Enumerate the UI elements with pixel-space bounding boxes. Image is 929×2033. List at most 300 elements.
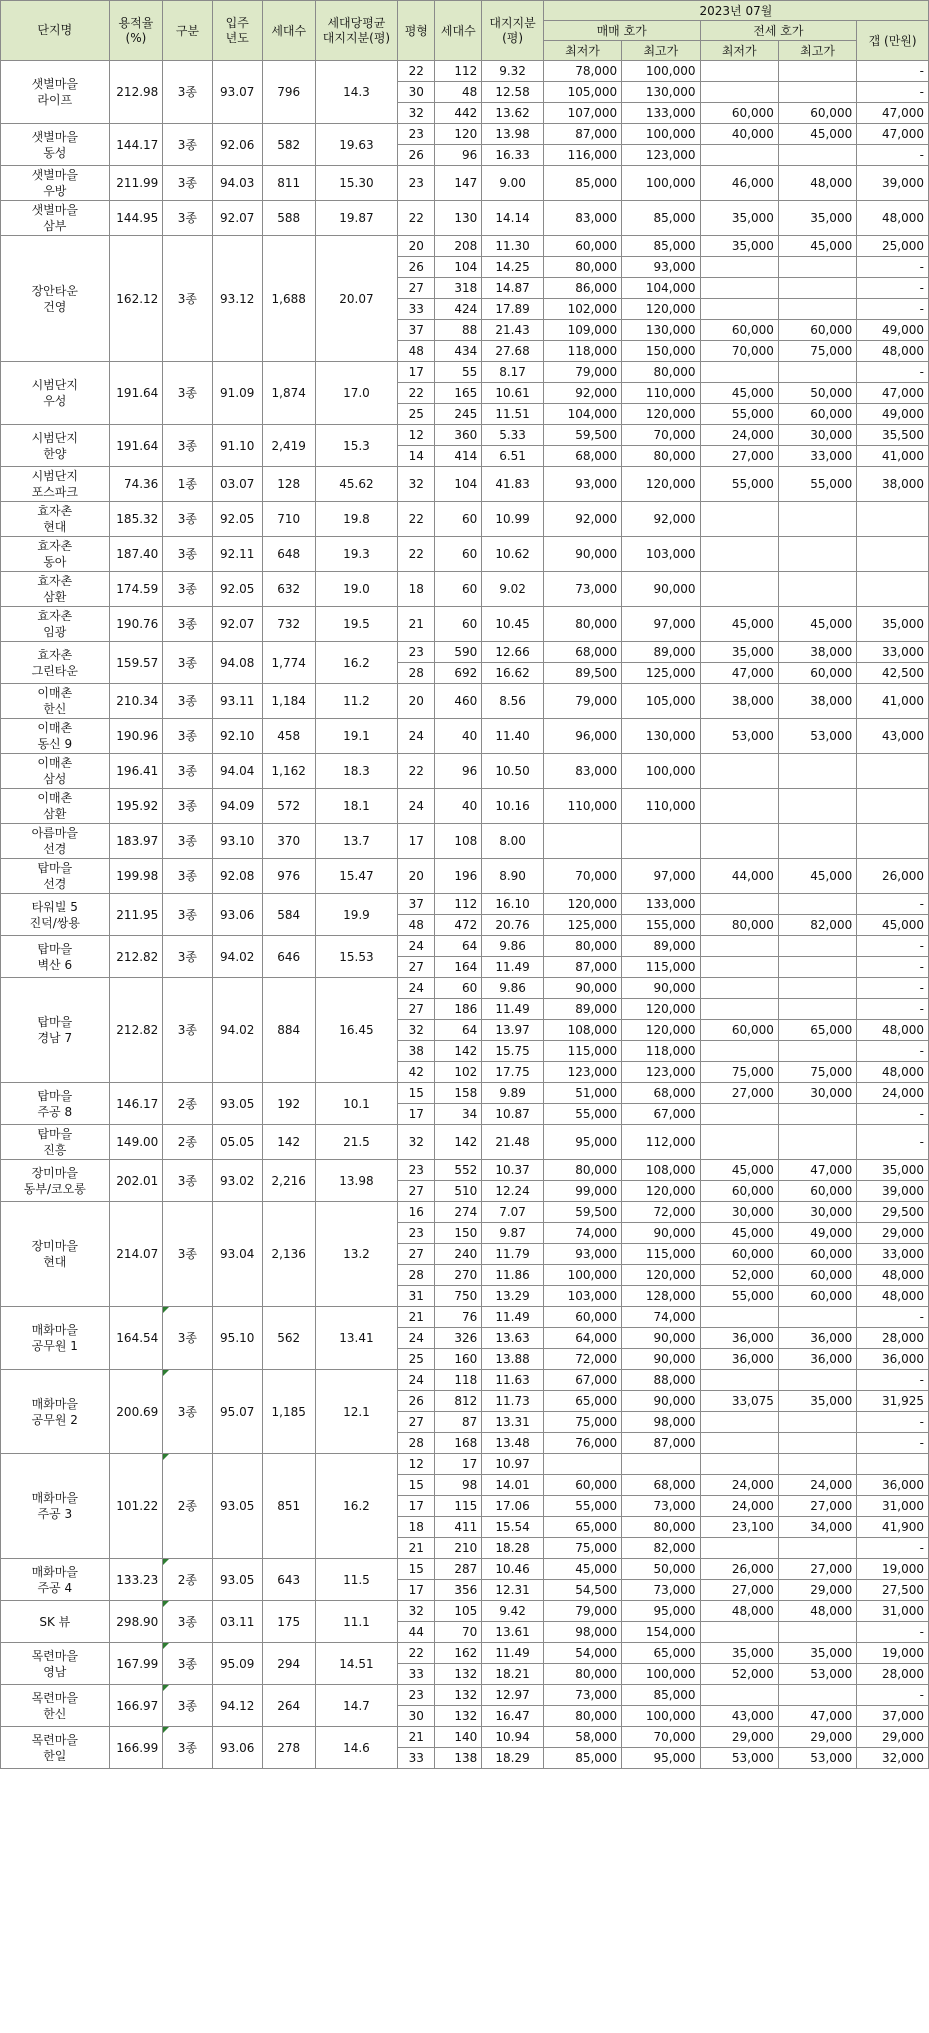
gap: 39,000	[857, 1181, 929, 1202]
table-row	[1, 1160, 929, 1181]
avg-land-share: 20.07	[315, 236, 398, 362]
sale-max: 98,000	[622, 1412, 700, 1433]
pyeong: 15	[398, 1083, 435, 1104]
avg-land-share: 16.2	[315, 642, 398, 684]
total-units: 278	[262, 1727, 315, 1769]
complex-name: 장미마을 동부/코오롱	[1, 1160, 110, 1202]
land-share: 12.31	[482, 1580, 544, 1601]
built-date: 93.07	[212, 61, 262, 124]
header-gap: 갭 (만원)	[857, 21, 929, 61]
total-units: 264	[262, 1685, 315, 1727]
jeonse-max: 35,000	[778, 201, 856, 236]
jeonse-max	[778, 1454, 856, 1475]
land-share: 17.06	[482, 1496, 544, 1517]
total-units: 710	[262, 502, 315, 537]
zone: 3종	[163, 1307, 212, 1370]
table-row	[1, 537, 929, 572]
sale-min: 120,000	[543, 894, 621, 915]
header-units: 세대수	[262, 1, 315, 61]
zone: 3종	[163, 719, 212, 754]
jeonse-max	[778, 1412, 856, 1433]
jeonse-min	[700, 1307, 778, 1328]
land-share: 17.89	[482, 299, 544, 320]
built-date: 94.08	[212, 642, 262, 684]
jeonse-max: 60,000	[778, 1181, 856, 1202]
sale-min: 73,000	[543, 1685, 621, 1706]
jeonse-max: 60,000	[778, 1244, 856, 1265]
zone: 2종	[163, 1125, 212, 1160]
jeonse-min: 38,000	[700, 684, 778, 719]
type-units: 356	[435, 1580, 482, 1601]
jeonse-max	[778, 1125, 856, 1160]
type-units: 88	[435, 320, 482, 341]
table-row	[1, 1454, 929, 1475]
floor-area-ratio: 183.97	[109, 824, 163, 859]
pyeong: 32	[398, 103, 435, 124]
jeonse-max	[778, 789, 856, 824]
land-share: 8.56	[482, 684, 544, 719]
land-share: 10.46	[482, 1559, 544, 1580]
header-complex: 단지명	[1, 1, 110, 61]
pyeong: 27	[398, 1412, 435, 1433]
jeonse-max: 30,000	[778, 1083, 856, 1104]
floor-area-ratio: 144.95	[109, 201, 163, 236]
total-units: 732	[262, 607, 315, 642]
land-share: 10.37	[482, 1160, 544, 1181]
sale-min: 68,000	[543, 642, 621, 663]
sale-max: 123,000	[622, 1062, 700, 1083]
built-date: 94.02	[212, 978, 262, 1083]
type-units: 274	[435, 1202, 482, 1223]
jeonse-max: 48,000	[778, 166, 856, 201]
gap: 49,000	[857, 320, 929, 341]
jeonse-min	[700, 1433, 778, 1454]
sale-max: 68,000	[622, 1083, 700, 1104]
jeonse-min: 40,000	[700, 124, 778, 145]
avg-land-share: 18.3	[315, 754, 398, 789]
built-date: 93.10	[212, 824, 262, 859]
pyeong: 32	[398, 1125, 435, 1160]
complex-name: 효자촌 그린타운	[1, 642, 110, 684]
pyeong: 14	[398, 446, 435, 467]
pyeong: 22	[398, 61, 435, 82]
jeonse-min: 47,000	[700, 663, 778, 684]
pyeong: 18	[398, 572, 435, 607]
jeonse-max: 45,000	[778, 859, 856, 894]
zone: 2종	[163, 1454, 212, 1559]
land-share: 13.97	[482, 1020, 544, 1041]
type-units: 210	[435, 1538, 482, 1559]
type-units: 48	[435, 82, 482, 103]
pyeong: 17	[398, 362, 435, 383]
complex-name: 효자촌 임광	[1, 607, 110, 642]
jeonse-min	[700, 1685, 778, 1706]
jeonse-max	[778, 894, 856, 915]
type-units: 17	[435, 1454, 482, 1475]
type-units: 60	[435, 607, 482, 642]
built-date: 92.07	[212, 607, 262, 642]
gap: 33,000	[857, 1244, 929, 1265]
built-date: 93.06	[212, 1727, 262, 1769]
complex-name: 탑마을 진흥	[1, 1125, 110, 1160]
table-row	[1, 124, 929, 145]
sale-max: 87,000	[622, 1433, 700, 1454]
gap: 28,000	[857, 1664, 929, 1685]
total-units: 796	[262, 61, 315, 124]
table-row	[1, 1601, 929, 1622]
type-units: 434	[435, 341, 482, 362]
built-date: 94.02	[212, 936, 262, 978]
sale-min: 54,000	[543, 1643, 621, 1664]
gap: 19,000	[857, 1559, 929, 1580]
zone: 3종	[163, 362, 212, 425]
land-share: 13.61	[482, 1622, 544, 1643]
table-row	[1, 236, 929, 257]
avg-land-share: 11.5	[315, 1559, 398, 1601]
sale-min: 90,000	[543, 978, 621, 999]
sale-max: 73,000	[622, 1580, 700, 1601]
floor-area-ratio: 210.34	[109, 684, 163, 719]
gap: 31,925	[857, 1391, 929, 1412]
jeonse-max	[778, 1370, 856, 1391]
gap: 47,000	[857, 124, 929, 145]
floor-area-ratio: 166.97	[109, 1685, 163, 1727]
built-date: 93.06	[212, 894, 262, 936]
jeonse-max	[778, 957, 856, 978]
pyeong: 22	[398, 1643, 435, 1664]
land-share: 21.43	[482, 320, 544, 341]
floor-area-ratio: 166.99	[109, 1727, 163, 1769]
jeonse-min: 35,000	[700, 1643, 778, 1664]
pyeong: 48	[398, 341, 435, 362]
jeonse-min: 45,000	[700, 1223, 778, 1244]
sale-max: 130,000	[622, 320, 700, 341]
avg-land-share: 45.62	[315, 467, 398, 502]
land-share: 18.29	[482, 1748, 544, 1769]
total-units: 643	[262, 1559, 315, 1601]
zone: 3종	[163, 572, 212, 607]
type-units: 150	[435, 1223, 482, 1244]
sale-max: 82,000	[622, 1538, 700, 1559]
built-date: 94.09	[212, 789, 262, 824]
table-row	[1, 61, 929, 82]
zone: 2종	[163, 1083, 212, 1125]
jeonse-max	[778, 82, 856, 103]
avg-land-share: 19.1	[315, 719, 398, 754]
sale-min: 99,000	[543, 1181, 621, 1202]
land-share: 9.00	[482, 166, 544, 201]
type-units: 64	[435, 936, 482, 957]
built-date: 92.07	[212, 201, 262, 236]
pyeong: 37	[398, 320, 435, 341]
land-share: 11.40	[482, 719, 544, 754]
avg-land-share: 11.2	[315, 684, 398, 719]
sale-min: 76,000	[543, 1433, 621, 1454]
jeonse-max	[778, 754, 856, 789]
jeonse-max: 48,000	[778, 1601, 856, 1622]
sale-max: 85,000	[622, 201, 700, 236]
sale-max: 108,000	[622, 1160, 700, 1181]
total-units: 1,874	[262, 362, 315, 425]
sale-min: 93,000	[543, 467, 621, 502]
zone: 3종	[163, 1160, 212, 1202]
pyeong: 33	[398, 1664, 435, 1685]
land-share: 16.47	[482, 1706, 544, 1727]
table-row	[1, 936, 929, 957]
sale-max: 50,000	[622, 1559, 700, 1580]
avg-land-share: 17.0	[315, 362, 398, 425]
gap: -	[857, 1622, 929, 1643]
header-far: 용적율 (%)	[109, 1, 163, 61]
gap: -	[857, 936, 929, 957]
type-units: 96	[435, 145, 482, 166]
sale-max: 130,000	[622, 82, 700, 103]
sale-max: 70,000	[622, 425, 700, 446]
sale-min: 103,000	[543, 1286, 621, 1307]
jeonse-max: 33,000	[778, 446, 856, 467]
type-units: 112	[435, 894, 482, 915]
gap: -	[857, 1041, 929, 1062]
type-units: 186	[435, 999, 482, 1020]
sale-min: 116,000	[543, 145, 621, 166]
jeonse-min: 26,000	[700, 1559, 778, 1580]
sale-min: 60,000	[543, 1307, 621, 1328]
jeonse-min: 60,000	[700, 320, 778, 341]
sale-max: 90,000	[622, 1223, 700, 1244]
jeonse-max: 45,000	[778, 607, 856, 642]
jeonse-max	[778, 936, 856, 957]
pyeong: 27	[398, 999, 435, 1020]
sale-max: 100,000	[622, 124, 700, 145]
land-share: 15.54	[482, 1517, 544, 1538]
sale-max: 74,000	[622, 1307, 700, 1328]
land-share: 10.50	[482, 754, 544, 789]
land-share: 11.30	[482, 236, 544, 257]
gap: 49,000	[857, 404, 929, 425]
sale-max: 130,000	[622, 719, 700, 754]
jeonse-max: 53,000	[778, 1664, 856, 1685]
gap: 48,000	[857, 1020, 929, 1041]
complex-name: 아름마을 선경	[1, 824, 110, 859]
sale-min: 59,500	[543, 425, 621, 446]
zone: 3종	[163, 61, 212, 124]
jeonse-min: 52,000	[700, 1265, 778, 1286]
jeonse-min: 48,000	[700, 1601, 778, 1622]
type-units: 60	[435, 537, 482, 572]
jeonse-min: 75,000	[700, 1062, 778, 1083]
type-units: 60	[435, 978, 482, 999]
jeonse-min: 35,000	[700, 201, 778, 236]
jeonse-min: 36,000	[700, 1328, 778, 1349]
type-units: 120	[435, 124, 482, 145]
type-units: 55	[435, 362, 482, 383]
pyeong: 23	[398, 1160, 435, 1181]
gap: 42,500	[857, 663, 929, 684]
land-share: 12.24	[482, 1181, 544, 1202]
sale-max: 120,000	[622, 404, 700, 425]
land-share: 10.45	[482, 607, 544, 642]
jeonse-max: 36,000	[778, 1328, 856, 1349]
land-share: 11.49	[482, 1643, 544, 1664]
pyeong: 21	[398, 1727, 435, 1748]
type-units: 318	[435, 278, 482, 299]
pyeong: 23	[398, 166, 435, 201]
total-units: 646	[262, 936, 315, 978]
land-share: 14.14	[482, 201, 544, 236]
pyeong: 26	[398, 1391, 435, 1412]
pyeong: 37	[398, 894, 435, 915]
sale-max: 90,000	[622, 1391, 700, 1412]
table-row	[1, 684, 929, 719]
land-share: 9.89	[482, 1083, 544, 1104]
land-share: 9.42	[482, 1601, 544, 1622]
land-share: 13.98	[482, 124, 544, 145]
type-units: 115	[435, 1496, 482, 1517]
pyeong: 17	[398, 1104, 435, 1125]
sale-max: 90,000	[622, 978, 700, 999]
floor-area-ratio: 149.00	[109, 1125, 163, 1160]
jeonse-min: 27,000	[700, 1083, 778, 1104]
zone: 1종	[163, 467, 212, 502]
sale-min: 68,000	[543, 446, 621, 467]
pyeong: 44	[398, 1622, 435, 1643]
gap: 35,500	[857, 425, 929, 446]
pyeong: 33	[398, 1748, 435, 1769]
table-row	[1, 978, 929, 999]
jeonse-min: 55,000	[700, 467, 778, 502]
jeonse-max	[778, 278, 856, 299]
total-units: 175	[262, 1601, 315, 1643]
jeonse-min	[700, 1125, 778, 1160]
sale-min: 72,000	[543, 1349, 621, 1370]
jeonse-min	[700, 1370, 778, 1391]
jeonse-max	[778, 362, 856, 383]
avg-land-share: 14.51	[315, 1643, 398, 1685]
jeonse-min	[700, 789, 778, 824]
type-units: 552	[435, 1160, 482, 1181]
built-date: 92.08	[212, 859, 262, 894]
gap: 48,000	[857, 1062, 929, 1083]
avg-land-share: 11.1	[315, 1601, 398, 1643]
zone: 3종	[163, 1643, 212, 1685]
land-share: 11.73	[482, 1391, 544, 1412]
gap: -	[857, 1125, 929, 1160]
sale-min	[543, 1454, 621, 1475]
land-share: 14.01	[482, 1475, 544, 1496]
sale-max: 110,000	[622, 789, 700, 824]
jeonse-min: 43,000	[700, 1706, 778, 1727]
avg-land-share: 19.5	[315, 607, 398, 642]
type-units: 472	[435, 915, 482, 936]
jeonse-max	[778, 299, 856, 320]
jeonse-max	[778, 61, 856, 82]
complex-name: 이매촌 삼환	[1, 789, 110, 824]
type-units: 240	[435, 1244, 482, 1265]
zone: 3종	[163, 789, 212, 824]
type-units: 64	[435, 1020, 482, 1041]
sale-min: 80,000	[543, 1706, 621, 1727]
table-row	[1, 1370, 929, 1391]
zone: 3종	[163, 1727, 212, 1769]
land-share: 10.94	[482, 1727, 544, 1748]
complex-name: 이매촌 한신	[1, 684, 110, 719]
sale-max: 120,000	[622, 1181, 700, 1202]
pyeong: 20	[398, 684, 435, 719]
type-units: 442	[435, 103, 482, 124]
complex-name: 장안타운 건영	[1, 236, 110, 362]
pyeong: 22	[398, 383, 435, 404]
type-units: 140	[435, 1727, 482, 1748]
table-row	[1, 789, 929, 824]
sale-min: 54,500	[543, 1580, 621, 1601]
land-share: 16.33	[482, 145, 544, 166]
land-share: 13.31	[482, 1412, 544, 1433]
pyeong: 28	[398, 663, 435, 684]
type-units: 105	[435, 1601, 482, 1622]
built-date: 03.07	[212, 467, 262, 502]
built-date: 95.07	[212, 1370, 262, 1454]
jeonse-min	[700, 999, 778, 1020]
pyeong: 48	[398, 915, 435, 936]
gap: -	[857, 999, 929, 1020]
gap: -	[857, 1433, 929, 1454]
pyeong: 24	[398, 978, 435, 999]
sale-min: 70,000	[543, 859, 621, 894]
avg-land-share: 19.9	[315, 894, 398, 936]
total-units: 976	[262, 859, 315, 894]
jeonse-min: 55,000	[700, 404, 778, 425]
type-units: 132	[435, 1664, 482, 1685]
gap: -	[857, 1104, 929, 1125]
type-units: 102	[435, 1062, 482, 1083]
sale-min: 75,000	[543, 1538, 621, 1559]
floor-area-ratio: 74.36	[109, 467, 163, 502]
sale-min: 80,000	[543, 607, 621, 642]
zone: 3종	[163, 684, 212, 719]
jeonse-max: 36,000	[778, 1349, 856, 1370]
total-units: 2,216	[262, 1160, 315, 1202]
type-units: 132	[435, 1685, 482, 1706]
land-share: 9.32	[482, 61, 544, 82]
pyeong: 24	[398, 1328, 435, 1349]
sale-min: 95,000	[543, 1125, 621, 1160]
pyeong: 24	[398, 719, 435, 754]
avg-land-share: 10.1	[315, 1083, 398, 1125]
sale-min: 64,000	[543, 1328, 621, 1349]
table-row	[1, 1685, 929, 1706]
gap: -	[857, 362, 929, 383]
pyeong: 17	[398, 1580, 435, 1601]
pyeong: 30	[398, 82, 435, 103]
sale-min: 60,000	[543, 1475, 621, 1496]
floor-area-ratio: 212.82	[109, 978, 163, 1083]
complex-name: 효자촌 현대	[1, 502, 110, 537]
gap: -	[857, 1685, 929, 1706]
land-share: 27.68	[482, 341, 544, 362]
total-units: 632	[262, 572, 315, 607]
total-units: 811	[262, 166, 315, 201]
pyeong: 15	[398, 1559, 435, 1580]
floor-area-ratio: 298.90	[109, 1601, 163, 1643]
jeonse-max	[778, 978, 856, 999]
jeonse-min	[700, 572, 778, 607]
sale-max: 103,000	[622, 537, 700, 572]
jeonse-max: 38,000	[778, 642, 856, 663]
sale-max	[622, 1454, 700, 1475]
pyeong: 24	[398, 789, 435, 824]
sale-min: 123,000	[543, 1062, 621, 1083]
avg-land-share: 19.3	[315, 537, 398, 572]
